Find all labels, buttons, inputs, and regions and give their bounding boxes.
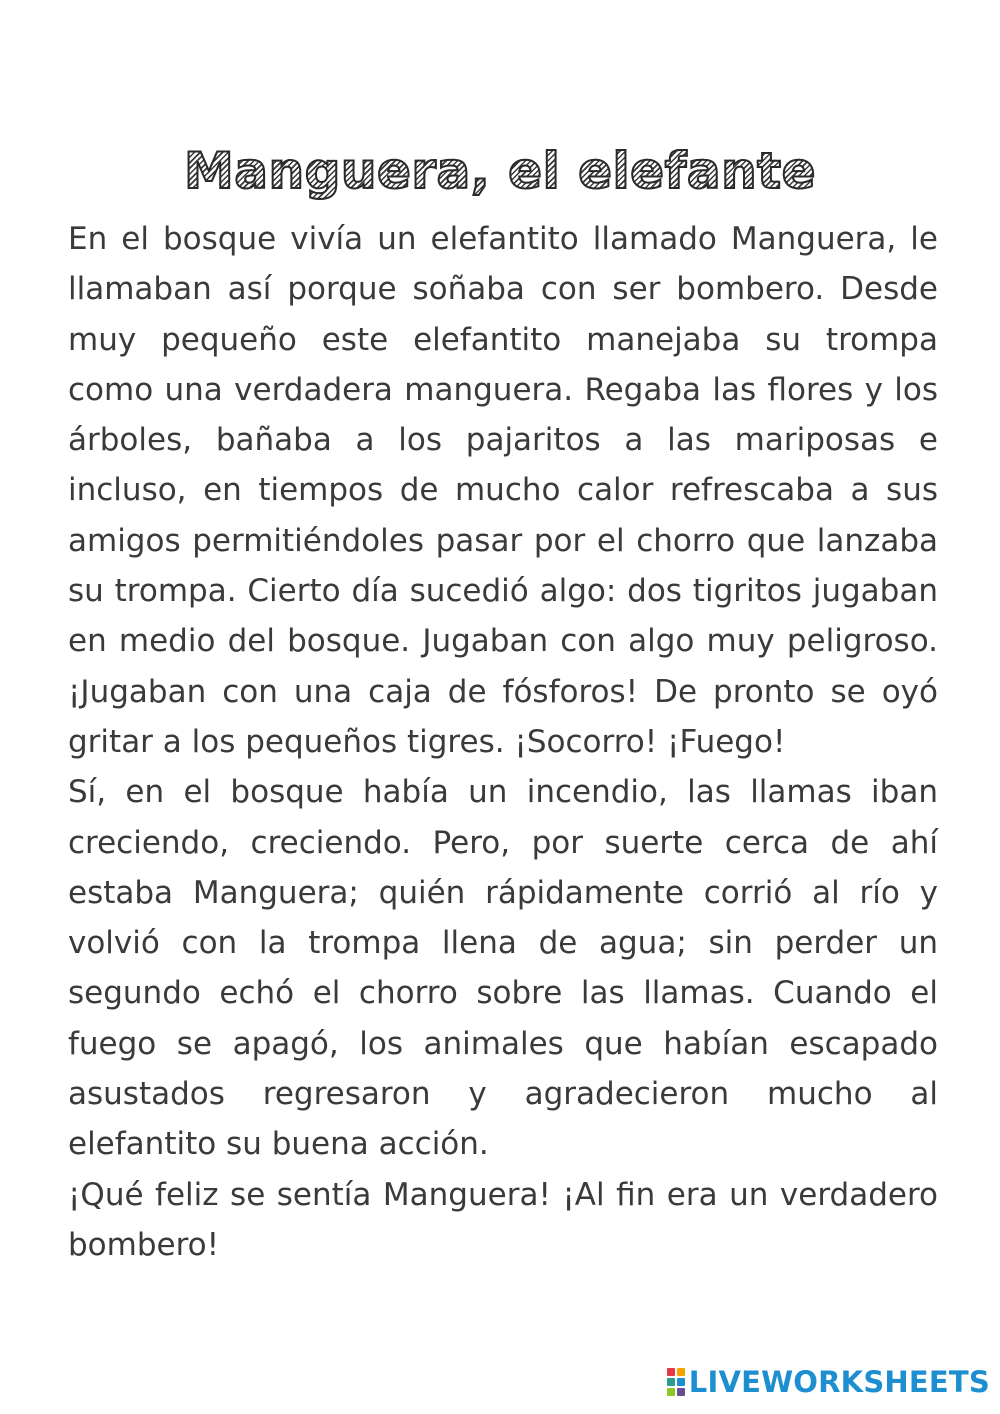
story-paragraph-3: ¡Qué feliz se sentía Manguera! ¡Al fin era un verdadero bombero! — [68, 1176, 938, 1263]
logo-square — [667, 1388, 675, 1396]
liveworksheets-logo-icon — [667, 1368, 685, 1396]
liveworksheets-watermark — [667, 1362, 990, 1402]
logo-square — [677, 1388, 685, 1396]
logo-square — [677, 1378, 685, 1386]
logo-square — [667, 1368, 675, 1376]
page-title: Manguera, el elefante — [0, 142, 1000, 200]
story-text — [68, 214, 938, 1270]
logo-square — [667, 1378, 675, 1386]
story-paragraph-1: En el bosque vivía un elefantito llamado Manguera, le llamaban así porque soñaba con ser bombero. Desde muy pequeño este elefantito manejaba su trompa como una verdadera manguera. Regaba las flores y los árboles, bañaba a los pajaritos a las mariposas e incluso, en tiempos de mucho calor refrescaba a sus amigos permitiéndoles pasar por el chorro que lanzaba su trompa. Cierto día sucedió algo: dos tigritos jugaban en medio del bosque. Jugaban con algo muy peligroso. ¡Jugaban con una caja de fósforos! De pronto se oyó gritar a los pequeños tigres. ¡Socorro! ¡Fuego! — [68, 221, 938, 760]
story-paragraph-2: Sí, en el bosque había un incendio, las llamas iban creciendo, creciendo. Pero, por suerte cerca de ahí estaba Manguera; quién rápidamente corrió al río y volvió con la trompa llena de agua; sin perder un segundo echó el chorro sobre las llamas. Cuando el fuego se apagó, los animales que habían escapado asustados regresaron y agradecieron mucho al elefantito su buena acción. — [68, 774, 938, 1163]
logo-square — [677, 1368, 685, 1376]
watermark-text: LIVEWORKSHEETS — [688, 1365, 990, 1399]
